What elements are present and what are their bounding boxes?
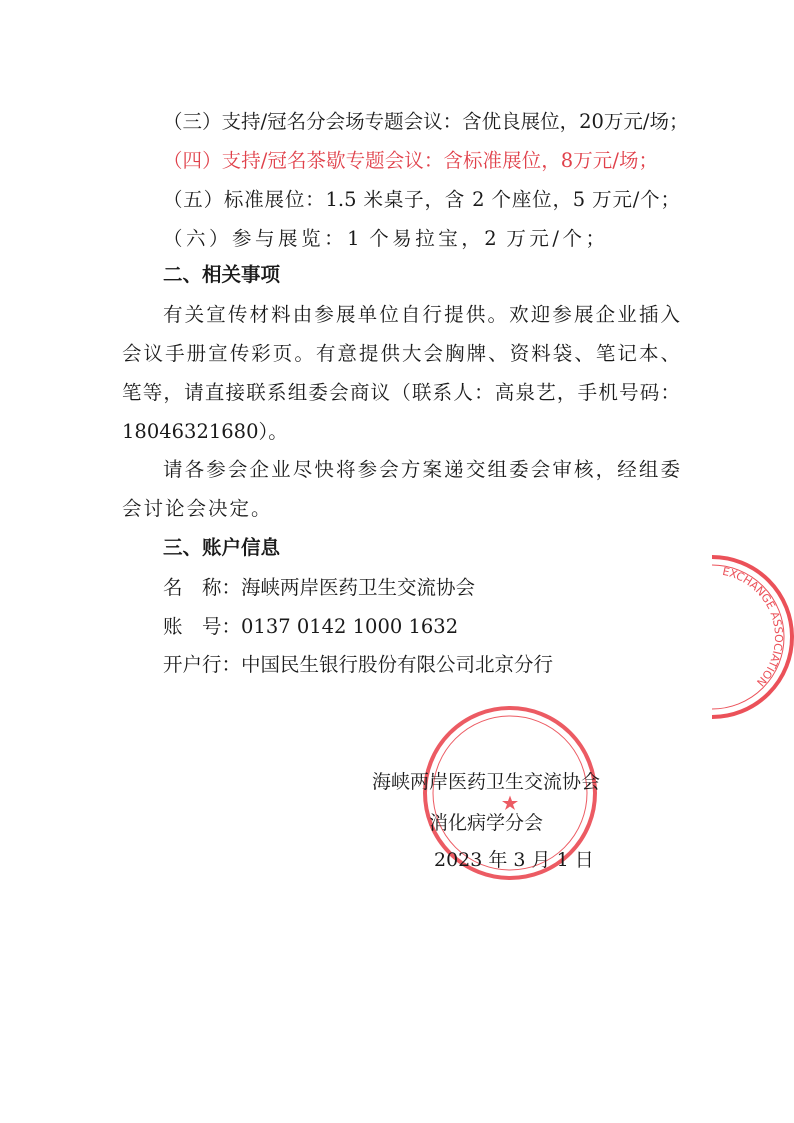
signature-branch: 消化病学分会 (429, 812, 544, 834)
para-line: 18046321680）。 (122, 420, 288, 443)
para-line: 笔等，请直接联系组委会商议（联系人：高泉艺，手机号码： (122, 381, 680, 404)
seam-stamp (712, 552, 794, 722)
signature-date: 2023 年 3 月 1 日 (434, 849, 594, 871)
star-icon (502, 796, 518, 811)
item-3: （三）支持/冠名分会场专题会议：含优良展位，20万元/场； (163, 110, 689, 133)
svg-text:EXCHANGE ASSOCIATION: EXCHANGE ASSOCIATION (721, 564, 786, 689)
account-number: 账 号：0137 0142 1000 1632 (163, 615, 459, 638)
item-6: （六）参与展览：1 个易拉宝，2 万元/个； (163, 227, 605, 250)
para-line: 会议手册宣传彩页。有意提供大会胸牌、资料袋、笔记本、 (122, 342, 680, 365)
section-heading-related: 二、相关事项 (163, 263, 281, 286)
item-4: （四）支持/冠名茶歇专题会议：含标准展位，8万元/场； (163, 149, 658, 172)
account-name: 名 称：海峡两岸医药卫生交流协会 (163, 576, 476, 599)
signature-org: 海峡两岸医药卫生交流协会 (372, 771, 601, 793)
para-line: 有关宣传材料由参展单位自行提供。欢迎参展企业插入 (163, 303, 680, 326)
item-5: （五）标准展位：1.5 米桌子，含 2 个座位，5 万元/个； (163, 188, 680, 211)
account-bank: 开户行：中国民生银行股份有限公司北京分行 (163, 653, 554, 676)
section-heading-account: 三、账户信息 (163, 536, 281, 559)
para-line: 请各参会企业尽快将参会方案递交组委会审核，经组委 (163, 458, 680, 481)
para-line: 会讨论会决定。 (122, 497, 273, 520)
